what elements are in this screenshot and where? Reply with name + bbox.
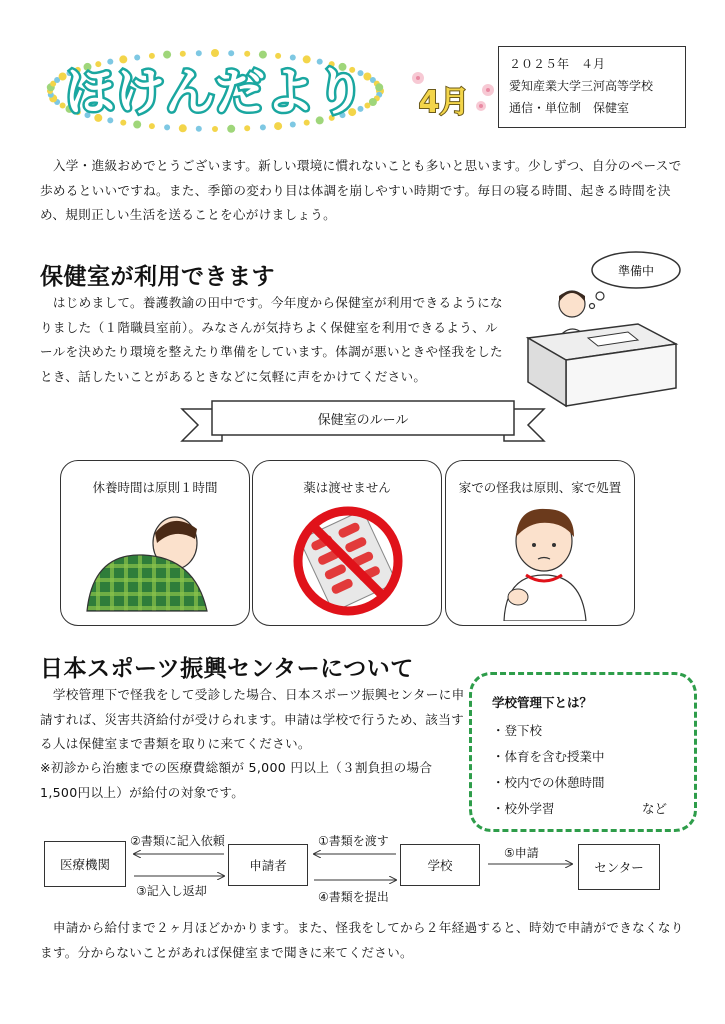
frame-dot [259,51,267,59]
supervision-item: ・校内での休憩時間 [492,775,605,790]
sleeping-student-icon [77,503,237,618]
department-name: 通信・単位制 保健室 [509,101,630,115]
section-heading-sport-center: 日本スポーツ振興センターについて [40,656,414,682]
frame-dot [244,125,250,131]
frame-dot [290,55,296,61]
supervision-box-title: 学校管理下とは？ [492,695,593,710]
school-supervision-box [469,672,697,832]
no-medicine-icon [287,503,409,619]
flow-label-return: ③記入し返却 [136,884,207,898]
thought-bubble-icon [590,252,681,309]
frame-dot [164,124,170,130]
closing-paragraph: 申請から給付まで２ヶ月ほどかかります。また、怪我をしてから２年経過すると、時効で申請ができなくなります。分からないことがあれば保健室まで聞きに来てください。 [40,920,684,960]
school-name: 愛知産業大学三河高等学校 [509,79,654,93]
sport-center-note: ※初診から治癒までの医療費総額が 5,000 円以上（３割負担の場合1,500円以上）が給付の対象です。 [40,760,433,800]
frame-dot [211,49,219,57]
frame-dot [196,50,202,56]
supervision-item: ・登下校 [492,723,543,738]
newsletter-title-banner [40,45,390,137]
issue-info-box [498,46,686,128]
rules-banner [178,397,548,447]
rule-card-home-injury [445,460,635,626]
flow-label-submit: ④書類を提出 [318,890,389,904]
flow-label-request: ②書類に記入依頼 [130,834,225,848]
frame-dot [196,126,202,132]
frame-dot [375,83,383,91]
injured-student-icon [496,503,596,621]
frame-dot [179,124,187,132]
month-badge [398,70,498,130]
rule-card-label: 薬は渡せません [303,480,391,495]
frame-dot [364,103,370,109]
intro-paragraph: 入学・進級おめでとうございます。新しい環境に慣れないことも多いと思います。少しずつ、自分のペースで歩めるといいですね。また、季節の変わり目は体調を崩しやすい時期です。毎日の寝る時間、起きる時間を決め、規則正しい生活を送ることを心がけましょう。 [40,158,682,222]
frame-dot [275,53,281,59]
flow-node-applicant: 申請者 [228,844,308,886]
newsletter-title: ほけんだより [65,63,365,121]
sport-center-paragraph: 学校管理下で怪我をして受診した場合、日本スポーツ振興センターに申請すれば、災害共済給付が受けられます。申請は学校で行うため、該当する人は保健室まで書類を取りに来てください。 [40,687,465,751]
desk-icon [528,324,676,406]
frame-dot [180,51,186,57]
frame-dot [163,51,171,59]
frame-dot [228,50,234,56]
issue-date: ２０２５年 ４月 [509,57,606,71]
section-heading-health-room: 保健室が利用できます [40,264,275,290]
frame-dot [260,124,266,130]
rule-card-no-medicine [252,460,442,626]
dotted-frame-graphic [40,45,390,137]
frame-dot [290,122,296,128]
rules-banner-text: 保健室のルール [317,413,409,428]
flow-node-medical: 医療機関 [44,841,126,887]
rule-card-label: 家での怪我は原則、家で処置 [458,480,622,495]
frame-dot [274,122,282,130]
frame-dot [212,126,218,132]
flow-node-school: 学校 [400,844,480,886]
rule-card-label: 休養時間は原則１時間 [92,480,218,495]
flow-label-hand: ①書類を渡す [318,834,389,848]
frame-dot [149,53,155,59]
health-room-paragraph: はじめまして。養護教諭の田中です。今年度から保健室が利用できるようになりました（１階職員室前）。みなさんが気持ちよく保健室を利用できるよう、ルールを決めたり環境を整えたり準備をしています。体調が悪いときや怪我をしたとき、話したいことがあるときなどに気軽に声をかけてください。 [40,295,503,384]
supervision-etc: など [642,801,668,816]
bubble-text: 準備中 [617,264,655,278]
supervision-item: ・体育を含む授業中 [492,749,605,764]
frame-dot [134,55,140,61]
frame-dot [149,123,155,129]
month-label: 4月 [418,85,470,120]
rule-card-rest-time [60,460,250,626]
frame-dot [244,51,250,57]
frame-dot [133,121,141,129]
teacher-at-desk-illustration [518,248,696,408]
flow-label-apply: ⑤申請 [504,846,539,860]
supervision-item: ・校外学習 [492,801,555,816]
frame-dot [227,125,235,133]
flow-node-center: センター [578,844,660,890]
